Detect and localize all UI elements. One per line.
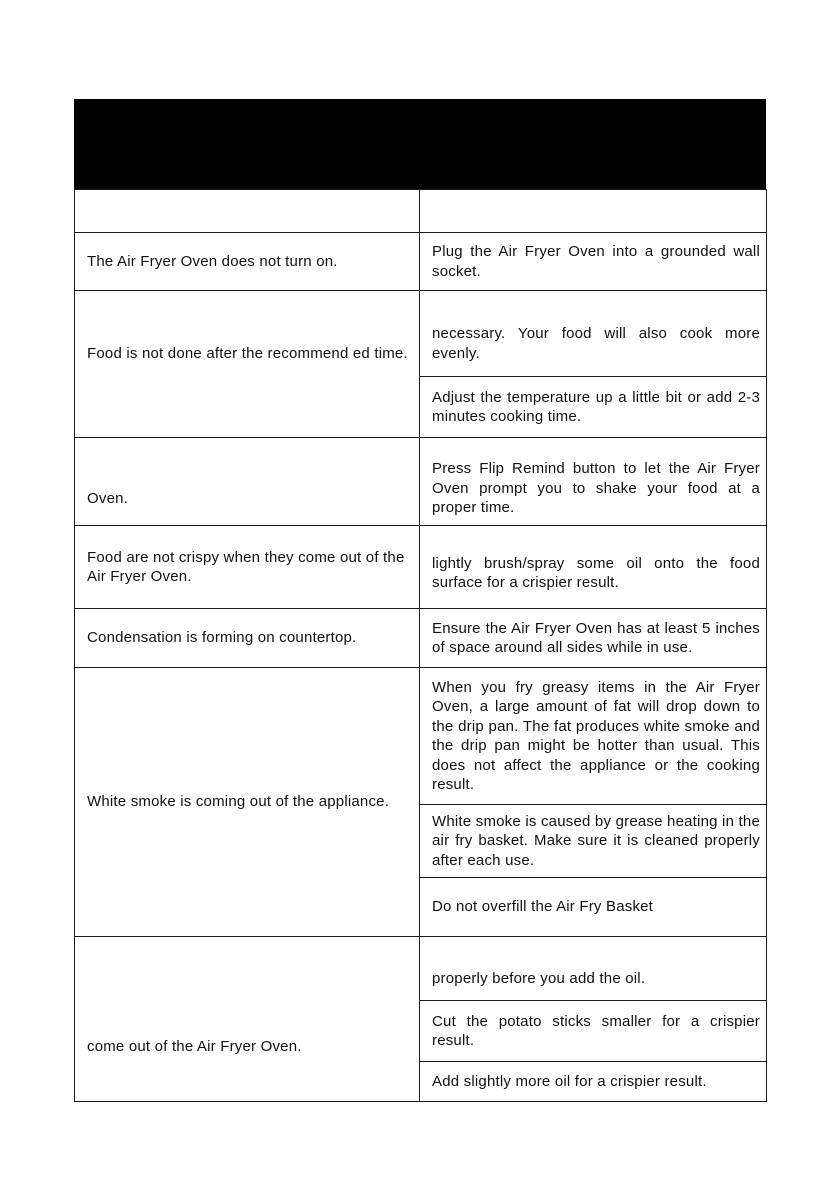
solution-cell: [420, 233, 767, 291]
table-row: [75, 668, 767, 805]
solution-cell: [420, 609, 767, 668]
problem-text: White smoke is coming out of the appliance.: [87, 793, 390, 811]
table-row: [75, 937, 767, 1001]
solution-cell: [420, 805, 767, 878]
table-header-bar: [74, 99, 766, 189]
problem-text: The Air Fryer Oven does not turn on.: [87, 252, 338, 270]
solution-cell: [420, 668, 767, 805]
solution-cell: [420, 438, 767, 526]
table-row: [75, 291, 767, 377]
problem-text: Food is not done after the recommend ed time.: [87, 345, 408, 362]
solution-cell: [420, 937, 767, 1001]
problem-cell: [75, 937, 420, 1102]
table-row: [75, 609, 767, 668]
problem-text: Oven.: [87, 489, 129, 507]
table-row: [75, 190, 767, 233]
problem-text: Food are not crispy when they come out of the Air Fryer Oven.: [87, 548, 405, 585]
table-row: [75, 233, 767, 291]
solution-cell: [420, 377, 767, 438]
problem-cell: [75, 190, 420, 233]
problem-cell: [75, 291, 420, 438]
table-row: [75, 526, 767, 609]
solution-text: Adjust the temperature up a little bit or add 2-3 minutes cooking time.: [432, 388, 760, 425]
solution-text: properly before you add the oil.: [432, 969, 646, 987]
solution-cell: [420, 1062, 767, 1102]
solution-cell: [420, 291, 767, 377]
solution-cell: [420, 878, 767, 937]
solution-text: White smoke is caused by grease heating in the air fry basket. Make sure it is cleaned properly after each use.: [432, 812, 760, 869]
problem-cell: [75, 668, 420, 937]
solution-cell: [420, 526, 767, 609]
problem-cell: [75, 609, 420, 668]
solution-text: Press Flip Remind button to let the Air Fryer Oven prompt you to shake your food at a proper time.: [432, 460, 760, 517]
troubleshooting-table: [74, 189, 767, 1102]
solution-cell: [420, 190, 767, 233]
solution-text: Plug the Air Fryer Oven into a grounded wall socket.: [432, 243, 760, 280]
solution-text: necessary. Your food will also cook more evenly.: [432, 325, 760, 362]
problem-cell: [75, 233, 420, 291]
problem-cell: [75, 526, 420, 609]
problem-cell: [75, 438, 420, 526]
problem-text: come out of the Air Fryer Oven.: [87, 1038, 302, 1056]
solution-text: When you fry greasy items in the Air Fryer Oven, a large amount of fat will drop down to the drip pan. The fat produces white smoke and the drip pan might be hotter than usual. This does not affect the appliance or the cooking result.: [432, 678, 760, 793]
problem-text: Condensation is forming on countertop.: [87, 629, 357, 647]
table-row: [75, 438, 767, 526]
solution-text: Cut the potato sticks smaller for a crispier result.: [432, 1012, 760, 1049]
solution-text: Do not overfill the Air Fry Basket: [432, 898, 654, 916]
solution-text: Add slightly more oil for a crispier result.: [432, 1072, 707, 1090]
solution-text: Ensure the Air Fryer Oven has at least 5 inches of space around all sides while in use.: [432, 619, 760, 656]
solution-cell: [420, 1001, 767, 1062]
solution-text: lightly brush/spray some oil onto the food surface for a crispier result.: [432, 554, 760, 591]
